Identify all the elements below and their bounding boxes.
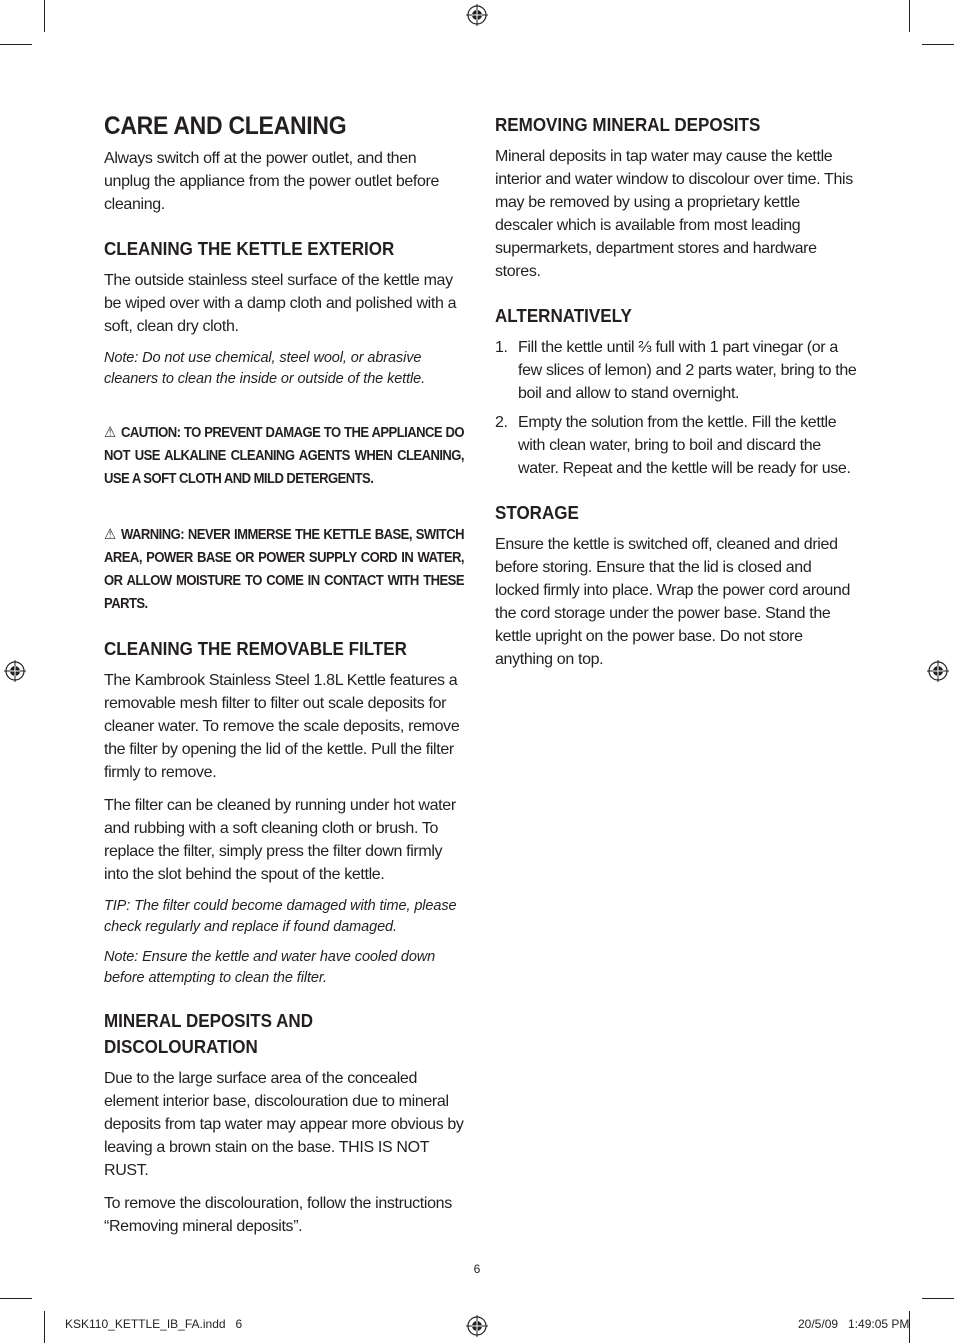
filter-paragraph-1: The Kambrook Stainless Steel 1.8L Kettle features a removable mesh filter to filter out scale deposits for cleaner water. To remove the scale deposits, remove the filter by opening the lid of the kettle. Pull the filter firmly to remove. <box>104 672 460 781</box>
filter-tip: TIP: The filter could become damaged with time, please check regularly and replace if found damaged. <box>104 898 457 935</box>
page-title: CARE AND CLEANING <box>104 112 347 140</box>
warning-triangle-icon: ⚠ <box>104 526 116 543</box>
exterior-paragraph: The outside stainless steel surface of the kettle may be wiped over with a damp cloth and polished with a soft, clean dry cloth. <box>104 272 457 335</box>
mineral-paragraph-1: Due to the large surface area of the concealed element interior base, discolouration due to mineral deposits from tap water may appear more obvious by leaving a brown stain on the base. THIS IS NOT RUST. <box>104 1070 464 1179</box>
slug-timestamp: 20/5/09 1:49:05 PM <box>798 1317 910 1331</box>
right-column <box>495 112 857 681</box>
registration-mark-icon <box>466 1315 488 1337</box>
list-item <box>495 411 857 480</box>
page-number: 6 <box>473 1262 481 1276</box>
list-item-text: Fill the kettle until ⅔ full with 1 part vinegar (or a few slices of lemon) and 2 parts water, bring to the boil and allow to stand overnight. <box>518 339 857 402</box>
crop-mark <box>0 44 32 45</box>
caution-block <box>104 421 464 491</box>
exterior-note: Note: Do not use chemical, steel wool, or abrasive cleaners to clean the inside or outside of the kettle. <box>104 350 426 387</box>
warning-triangle-icon: ⚠ <box>104 424 116 441</box>
storage-heading: STORAGE <box>495 502 579 523</box>
removing-paragraph: Mineral deposits in tap water may cause the kettle interior and water window to discolour over time. This may be removed by using a proprietary kettle descaler which is available from most leading supermarkets, department stores and hardware stores. <box>495 148 853 280</box>
alternatively-heading: ALTERNATIVELY <box>495 305 632 326</box>
caution-text: CAUTION: TO PREVENT DAMAGE TO THE APPLIANCE DO NOT USE ALKALINE CLEANING AGENTS WHEN CLEANING, USE A SOFT CLOTH AND MILD DETERGENTS. <box>104 425 464 487</box>
list-item-number: 2. <box>495 414 508 431</box>
registration-mark-icon <box>466 4 488 26</box>
exterior-heading: CLEANING THE KETTLE EXTERIOR <box>104 238 395 259</box>
warning-text: WARNING: NEVER IMMERSE THE KETTLE BASE, SWITCH AREA, POWER BASE OR POWER SUPPLY CORD IN WATER, OR ALLOW MOISTURE TO COME IN CONTACT WITH THESE PARTS. <box>104 527 464 612</box>
crop-mark <box>909 0 910 32</box>
crop-mark <box>0 1298 32 1299</box>
list-item <box>495 336 857 405</box>
mineral-paragraph-2: To remove the discolouration, follow the instructions “Removing mineral deposits”. <box>104 1195 452 1235</box>
warning-block <box>104 523 464 616</box>
intro-paragraph: Always switch off at the power outlet, and then unplug the appliance from the power outlet before cleaning. <box>104 150 440 213</box>
registration-mark-icon <box>927 660 949 682</box>
crop-mark <box>44 0 45 32</box>
removing-heading: REMOVING MINERAL DEPOSITS <box>495 114 761 135</box>
filter-heading: CLEANING THE REMOVABLE FILTER <box>104 638 407 659</box>
list-item-text: Empty the solution from the kettle. Fill the kettle with clean water, bring to boil and discard the water. Repeat and the kettle will be ready for use. <box>518 414 851 477</box>
crop-mark <box>922 1298 954 1299</box>
crop-mark <box>922 44 954 45</box>
filter-note: Note: Ensure the kettle and water have cooled down before attempting to clean the filter. <box>104 949 436 986</box>
storage-paragraph: Ensure the kettle is switched off, cleaned and dried before storing. Ensure that the lid is closed and locked firmly into place. Wrap the power cord around the cord storage under the power base. Stand the kettle upright on the power base. Do not store anything on top. <box>495 536 851 668</box>
left-column <box>104 112 464 1248</box>
filter-paragraph-2: The filter can be cleaned by running under hot water and rubbing with a soft cleaning cloth or brush. To replace the filter, simply press the filter down firmly into the slot behind the spout of the kettle. <box>104 797 456 883</box>
slug-filename: KSK110_KETTLE_IB_FA.indd 6 <box>65 1317 243 1331</box>
crop-mark <box>44 1311 45 1343</box>
list-item-number: 1. <box>495 339 508 356</box>
registration-mark-icon <box>4 660 26 682</box>
mineral-heading: MINERAL DEPOSITS AND DISCOLOURATION <box>104 1010 313 1057</box>
alternatively-list <box>495 336 857 480</box>
